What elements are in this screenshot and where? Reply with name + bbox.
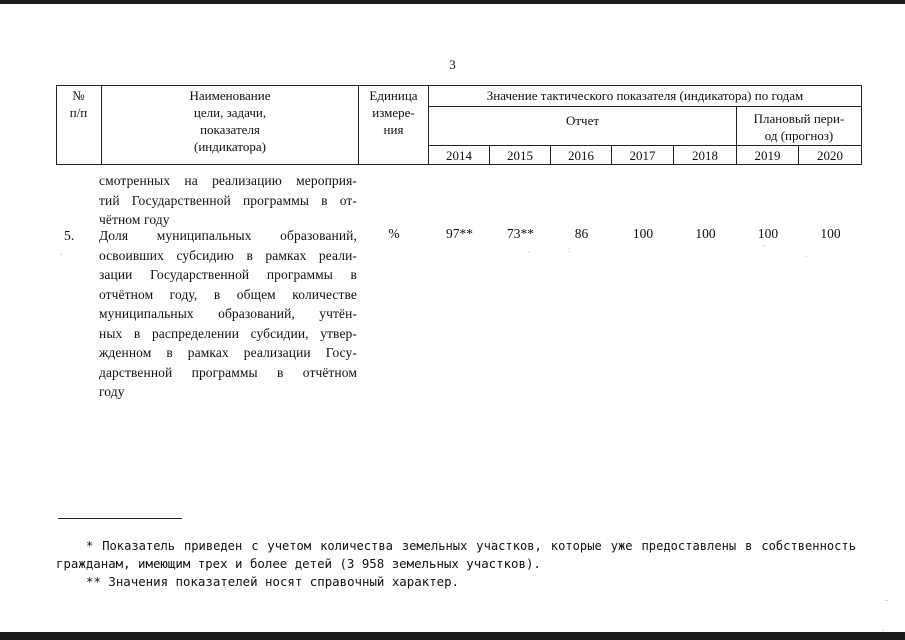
row-5-unit: % — [388, 226, 400, 241]
name-line: дарственной программы в отчётном — [99, 364, 357, 380]
header-plan-line: Плановый пери- — [753, 111, 845, 126]
grid-line — [428, 145, 862, 146]
header-name-line: (индикатора) — [194, 139, 266, 154]
grid-line — [861, 85, 862, 165]
row-5-value-2015: 73** — [507, 226, 534, 241]
header-year: 2017 — [629, 148, 656, 163]
grid-line — [56, 164, 862, 165]
header-unit — [359, 87, 428, 138]
name-line: зации Государственной программы в — [99, 267, 357, 282]
grid-line — [56, 85, 862, 86]
header-unit-line: Единица — [369, 88, 418, 103]
name-line: Доля муниципальных образований, — [99, 228, 357, 243]
scan-speck: ˎ — [528, 244, 531, 253]
row-5-value-2018: 100 — [695, 226, 716, 241]
row-5-value-2020: 100 — [820, 226, 841, 241]
header-num-line: № — [72, 88, 85, 103]
scan-border-bottom — [0, 632, 905, 640]
header-values-title: Значение тактического показателя (индикатора) по годам — [486, 88, 804, 103]
header-num — [56, 87, 101, 121]
row-5-value-2014: 97** — [446, 226, 473, 241]
header-year: 2015 — [507, 148, 533, 163]
footnote-line: ** Значения показателей носят справочный характер. — [86, 574, 459, 589]
footnote-rule — [58, 518, 182, 519]
name-line: освоивших субсидию в рамках реали- — [99, 247, 357, 263]
name-line: чётном году — [99, 212, 170, 227]
header-unit-line: измере- — [372, 105, 415, 120]
header-plan-line: од (прогноз) — [764, 128, 834, 143]
name-line: жденном в рамках реализации Госу- — [99, 345, 357, 360]
header-report-group: Отчет — [565, 113, 600, 128]
scan-speck: ˉ — [885, 598, 888, 607]
header-unit-line: ния — [383, 122, 404, 137]
name-line: отчётном году, в общем количестве — [99, 286, 357, 302]
grid-line — [428, 106, 862, 107]
row-5-value-2019: 100 — [757, 226, 779, 241]
table-header — [56, 85, 862, 165]
scan-speck: ˋ — [763, 244, 766, 253]
header-name-line: показателя — [200, 122, 260, 137]
row-continued-name — [99, 171, 357, 230]
header-year: 2018 — [692, 148, 718, 163]
scan-speck: ˸ — [568, 247, 571, 256]
row-5-value-2016: 86 — [574, 226, 589, 241]
footnote-1 — [56, 537, 856, 573]
name-line: муниципальных образований, учтён- — [99, 306, 357, 321]
page-number: 3 — [449, 57, 456, 72]
name-line: тий Государственной программы в от- — [99, 192, 357, 208]
header-name — [102, 87, 358, 155]
row-5-name — [99, 226, 357, 402]
name-line: году — [99, 384, 125, 399]
scan-speck: ˎ — [60, 246, 63, 255]
footnote-line: * Показатель приведен с учетом количества земельных участков, которые уже предоставлены в собственность — [86, 539, 856, 553]
scan-speck: ˎ — [805, 248, 808, 257]
header-year: 2014 — [446, 148, 472, 163]
header-name-line: Наименование — [189, 88, 271, 103]
footnote-line: гражданам, имеющим трех и более детей (3 958 земельных участков). — [56, 556, 541, 571]
scan-border-top — [0, 0, 905, 4]
footnote-2 — [86, 573, 786, 591]
row-5-num: 5. — [64, 228, 75, 243]
scan-speck: ˎ — [882, 622, 885, 631]
header-plan-group — [737, 110, 861, 144]
header-num-line: п/п — [69, 105, 88, 120]
header-year: 2019 — [754, 148, 781, 163]
header-name-line: цели, задачи, — [193, 105, 267, 120]
name-line: смотренных на реализацию мероприя- — [99, 173, 357, 188]
header-year: 2020 — [817, 148, 843, 163]
header-year: 2016 — [568, 148, 594, 163]
name-line: ных в распределении субсидии, утвер- — [99, 325, 357, 341]
row-5-value-2017: 100 — [632, 226, 654, 241]
